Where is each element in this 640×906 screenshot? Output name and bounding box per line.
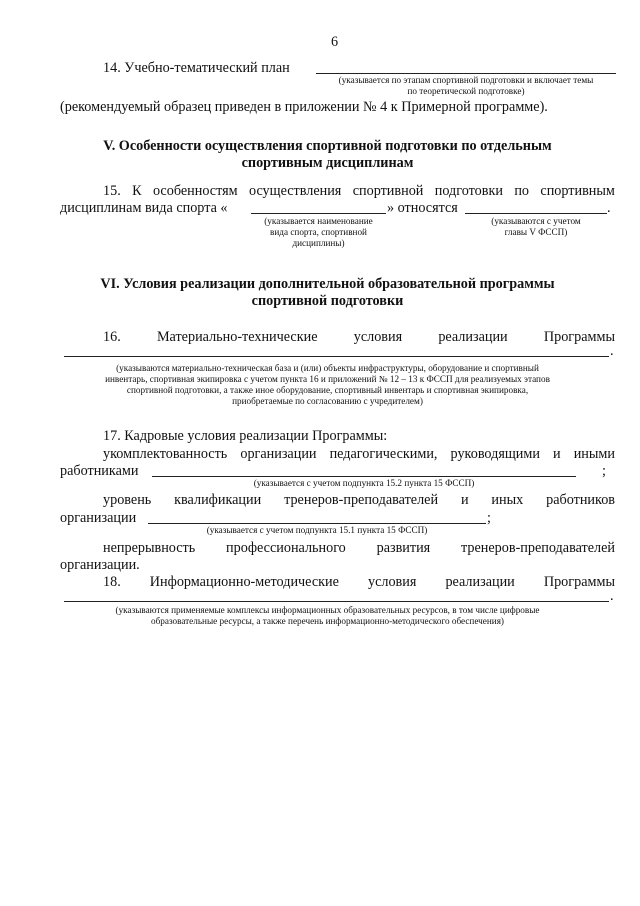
item16-hint-4: приобретаемые по согласованию с учредителем) [232,396,423,406]
item15-line2-start: дисциплинам вида спорта « [60,200,228,216]
item15-hint-b-2: главы V ФССП) [504,227,568,237]
item14-fill-line[interactable] [316,73,616,74]
item17-qual-line1: уровень квалификации тренеров-преподавателей и иных работников [103,492,615,508]
item17-dev-line1: непрерывность профессионального развития тренеров-преподавателей [103,540,615,556]
item17-qual-end: ; [487,510,491,526]
item15-line1: 15. К особенностям осуществления спортивной подготовки по спортивным [103,183,615,199]
section5-title-2: спортивным дисциплинам [241,155,414,171]
item16-line: 16. Материально-технические условия реализации Программы [103,329,615,345]
item17-staff-line1: укомплектованность организации педагогическими, руководящими и иными [103,446,615,462]
item17-staff-line2: работниками [60,463,139,479]
item15-line2-end: . [607,200,611,216]
item15-features-fill-line[interactable] [465,213,607,214]
item18-line: 18. Информационно-методические условия реализации Программы [103,574,615,590]
item18-hint-1: (указываются применяемые комплексы информационных образовательных ресурсов, в том числе цифровые [115,605,540,615]
section6-title-2: спортивной подготовки [251,293,404,309]
item14-hint-2: по теоретической подготовке) [407,86,525,96]
item15-hint-b-1: (указываются с учетом [491,216,581,226]
item15-hint-a-3: дисциплины) [292,238,345,248]
page-number: 6 [331,34,339,50]
item15-sport-fill-line[interactable] [251,213,386,214]
item16-hint-2: инвентарь, спортивная экипировка с учетом пункта 16 и приложений № 12 – 13 к ФССП для реализуемых этапов [105,374,550,384]
section5-title-1: V. Особенности осуществления спортивной подготовки по отдельным [103,138,552,154]
item16-hint-3: спортивной подготовки, а также иное оборудование, спортивный инвентарь и спортивная экипировка, [126,385,529,395]
item16-hint-1: (указываются материально-техническая база и (или) объекты инфраструктуры, оборудование и спортивный [116,363,539,373]
item17-qual-hint: (указывается с учетом подпункта 15.1 пункта 15 ФССП) [206,525,428,535]
item14-hint-1: (указывается по этапам спортивной подготовки и включает темы [338,75,594,85]
item14-note: (рекомендуемый образец приведен в приложении № 4 к Примерной программе). [60,99,548,115]
item16-fill-line[interactable] [64,356,609,357]
item17-staff-fill-line[interactable] [152,476,576,477]
item15-hint-a-2: вида спорта, спортивной [270,227,367,237]
item17-qual-line2: организации [60,510,137,526]
item15-line2-mid: » относятся [387,200,458,216]
item16-end: . [610,343,614,359]
item17-staff-end: ; [602,463,606,479]
item17-qual-fill-line[interactable] [148,523,486,524]
section6-title-1: VI. Условия реализации дополнительной образовательной программы [100,276,555,292]
item17-dev-line2: организации. [60,557,140,573]
item14-label: 14. Учебно-тематический план [103,60,290,76]
item17-label: 17. Кадровые условия реализации Программы: [103,428,388,444]
item18-hint-2: образовательные ресурсы, а также перечень информационно-методического обеспечения) [151,616,504,626]
item18-end: . [610,588,614,604]
item17-staff-hint: (указывается с учетом подпункта 15.2 пункта 15 ФССП) [253,478,475,488]
item15-hint-a-1: (указывается наименование [264,216,373,226]
item18-fill-line[interactable] [64,601,609,602]
